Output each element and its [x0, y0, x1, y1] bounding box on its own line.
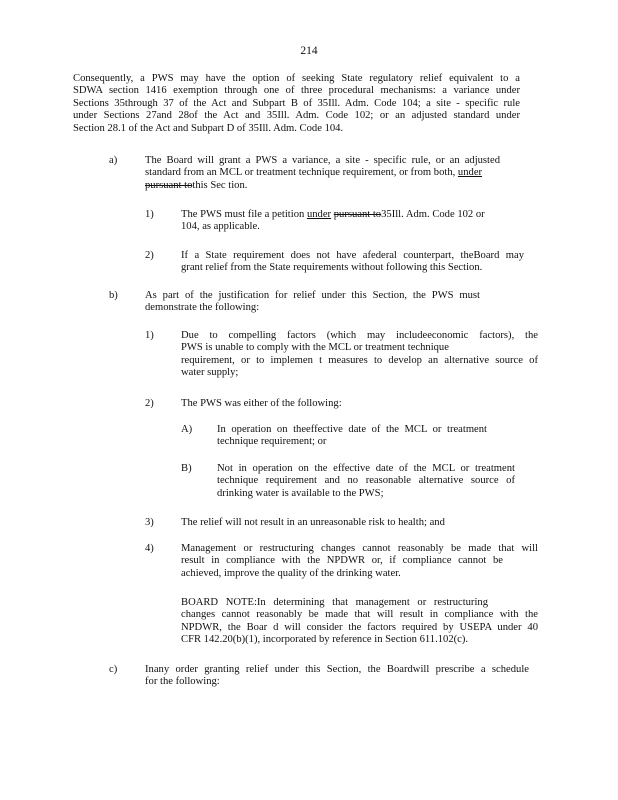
item-b1-label: 1) — [145, 330, 154, 341]
item-b2b-line: technique requirement and no reasonable alternative source of — [217, 475, 515, 487]
item-b2-line: The PWS was either of the following: — [181, 398, 342, 409]
item-b1-line: Due to compelling factors (which may includeeconomic factors), the — [181, 330, 538, 341]
item-b2a-line: In operation on theeffective date of the MCL or treatment — [217, 424, 487, 435]
subsection-c-label: c) — [109, 664, 118, 675]
item-a1-text — [181, 209, 527, 234]
item-a2-text — [181, 250, 524, 275]
subsection-b-line: demonstrate the following: — [145, 302, 260, 314]
item-a1-line: 104, as applicable. — [181, 221, 260, 233]
intro-line: Sections 35through 37 of the Act and Subpart B of 35Ill. Adm. Code 104; a site - specific rule — [73, 97, 520, 109]
item-a2-line: If a State requirement does not have afederal counterpart, theBoard may — [181, 250, 524, 261]
subsection-b-label: b) — [109, 290, 118, 301]
subsection-a-line3-text: this Sec tion. — [192, 179, 248, 191]
item-a1-post: 35Ill. Adm. Code 102 or — [381, 209, 485, 220]
intro-line: under Sections 27and 28of the Act and 35Ill. Adm. Code 102; or an adjusted standard under — [73, 110, 520, 122]
intro-paragraph — [73, 73, 520, 135]
item-a2-line: grant relief from the State requirements without following this Section. — [181, 262, 483, 274]
subsection-a-text — [145, 155, 500, 192]
item-b4-text — [181, 543, 538, 580]
item-b4-line: Management or restructuring changes cannot reasonably be made that will — [181, 543, 538, 554]
item-b2a-text — [217, 424, 487, 449]
subsection-b-line: As part of the justification for relief under this Section, the PWS must — [145, 290, 480, 301]
item-b1-line: PWS is unable to comply with the MCL or treatment technique — [181, 342, 449, 354]
item-b4-line: result in compliance with the NPDWR or, if compliance cannot be — [181, 555, 503, 567]
intro-line: Consequently, a PWS may have the option of seeking State regulatory relief equivalent to a — [73, 73, 520, 84]
item-b2-label: 2) — [145, 398, 154, 409]
inserted-text: under — [306, 209, 332, 220]
item-b1-line: requirement, or to implemen t measures to develop an alternative source of — [181, 354, 538, 366]
board-note-line: BOARD NOTE:In determining that management or restructuring — [181, 597, 488, 608]
item-b4-line: achieved, improve the quality of the drinking water. — [181, 567, 401, 579]
subsection-a-line — [145, 180, 500, 192]
item-b2a-line: technique requirement; or — [217, 436, 327, 448]
item-b2b-text — [217, 463, 515, 500]
subsection-c-line: for the following: — [145, 676, 220, 688]
board-note-line: CFR 142.20(b)(1), incorporated by reference in Section 611.102(c). — [181, 634, 469, 646]
subsection-a-line — [145, 167, 500, 179]
page-number: 214 — [300, 45, 318, 57]
intro-line: Section 28.1 of the Act and Subpart D of 35Ill. Adm. Code 104. — [73, 122, 344, 134]
subsection-a-label: a) — [109, 155, 118, 166]
item-b2b-line: Not in operation on the effective date of the MCL or treatment — [217, 463, 515, 474]
item-b2b-label: B) — [181, 463, 192, 474]
item-b1-line: water supply; — [181, 367, 239, 379]
item-b4-label: 4) — [145, 543, 154, 554]
board-note-line: changes cannot reasonably be made that will result in compliance with the — [181, 609, 538, 621]
subsection-c-line: Inany order granting relief under this Section, the Boardwill prescribe a schedule — [145, 664, 529, 675]
deleted-text: pursuant to — [333, 209, 382, 220]
board-note-line: NPDWR, the Boar d will consider the factors required by USEPA under 40 — [181, 621, 538, 633]
item-b3-text — [181, 517, 481, 529]
item-a1-pre: The PWS must file a petition — [181, 209, 305, 220]
subsection-a-line: The Board will grant a PWS a variance, a site - specific rule, or an adjusted — [145, 155, 500, 166]
deleted-text: pursuant to — [145, 179, 193, 191]
item-b2-text — [181, 398, 481, 410]
item-b2a-label: A) — [181, 424, 193, 435]
inserted-text: under — [457, 167, 483, 179]
item-b2b-line: drinking water is available to the PWS; — [217, 487, 384, 499]
item-b3-label: 3) — [145, 517, 154, 528]
subsection-c-text — [145, 664, 529, 689]
item-a1-label: 1) — [145, 209, 154, 220]
item-a1-line — [181, 209, 527, 221]
intro-line: SDWA section 1416 exemption through one of three procedural mechanisms: a variance under — [73, 85, 520, 97]
item-b3-line: The relief will not result in an unreasonable risk to health; and — [181, 517, 445, 528]
subsection-a-line2-text: standard from an MCL or treatment technique requirement, or from both, — [145, 167, 456, 179]
subsection-b-text — [145, 290, 480, 315]
item-b1-text — [181, 330, 538, 380]
item-a2-label: 2) — [145, 250, 154, 261]
board-note — [181, 597, 538, 647]
